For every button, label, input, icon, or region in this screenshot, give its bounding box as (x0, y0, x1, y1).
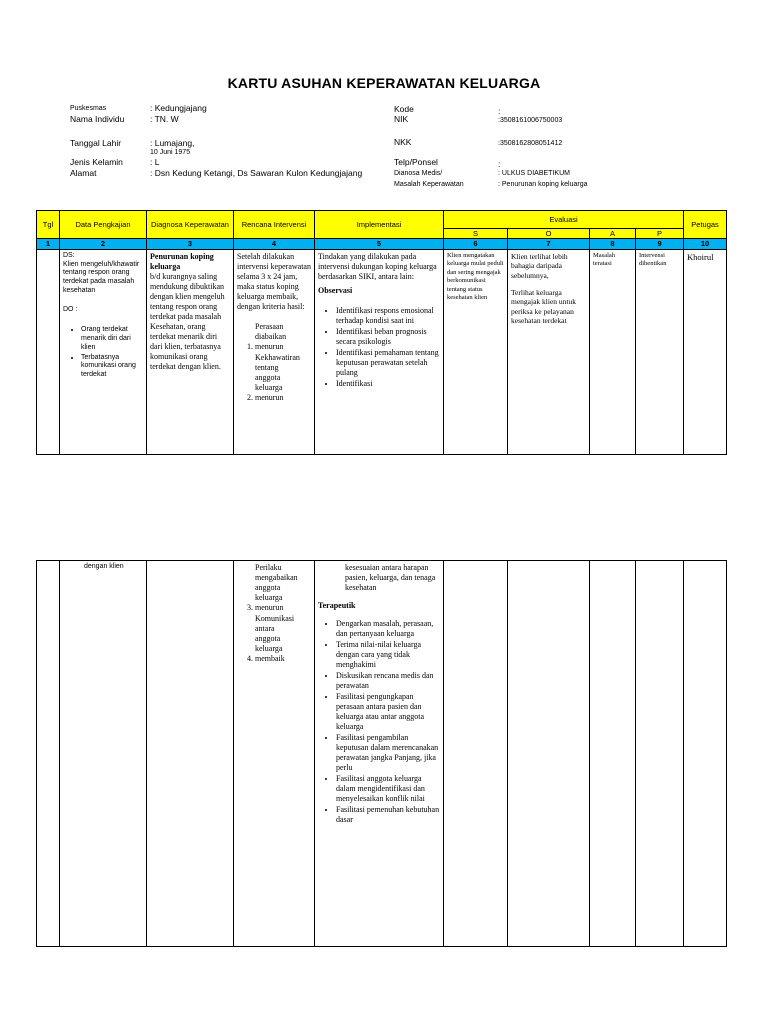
petugas-text: Khoirul (687, 251, 714, 262)
s-cell (444, 249, 508, 454)
rencana-cell (234, 249, 315, 454)
list-item: • Identifikasi (336, 379, 440, 389)
num-cell: 3 (147, 239, 234, 249)
do-list (63, 326, 143, 380)
o-cell (508, 561, 590, 947)
tgl-cell (37, 561, 60, 947)
jk-value: : L (150, 157, 160, 167)
header-tgl: Tgl (37, 211, 60, 239)
diagnosa-text: b/d kurangnya saling mendukung dibuktikan dengan klien mengeluh tentang respon orang terdekat pada masalah Kesehatan, orang terdekat menarik diri dari klien, terbatasnya komunikasi orang terdekat dengan klien. (150, 271, 225, 371)
rencana-cell (234, 561, 315, 947)
impl-heading: Observasi (318, 285, 353, 295)
rencana-text: Setelah dilakukan intervensi keperawatan selama 3 x 24 jam, maka status koping keluarga membaik, dengan kriteria hasil: (237, 251, 311, 311)
rencana-list (237, 563, 311, 664)
header-petugas: Petugas (684, 211, 727, 239)
tanggal-value: : Lumajang, (150, 138, 195, 148)
puskesmas-label: Puskesmas (70, 105, 107, 112)
list-item: • Identifikasi pemahaman tentang keputusan perawatan setelah pulang (336, 348, 440, 378)
a-cell (590, 249, 636, 454)
list-item: 1. Perasaan diabaikan menurun (255, 322, 311, 352)
num-cell: 10 (684, 239, 727, 249)
nkk-value: :3508162808051412 (498, 140, 563, 147)
ds-label: DS: (63, 251, 75, 259)
nik-label: NIK (394, 114, 409, 124)
tanggal-value-2: 10 Juni 1975 (150, 149, 191, 156)
list-item: • Fasilitasi pengambilan keputusan dalam merencanakan perawatan jangka Panjang, jika perlu (336, 733, 440, 773)
header-o: O (508, 229, 590, 239)
data-cell (60, 561, 147, 947)
tgl-cell (37, 249, 60, 454)
rencana-list (237, 322, 311, 403)
list-item: • Terbatasnya komunikasi orang terdekat (81, 354, 143, 380)
header-a: A (590, 229, 636, 239)
a-text: Masalah teratasi (593, 251, 616, 267)
kode-label: Kode (394, 104, 414, 114)
jk-label: Jenis Kelamin (70, 157, 123, 167)
s-cell (444, 561, 508, 947)
num-cell: 2 (60, 239, 147, 249)
num-cell: 6 (444, 239, 508, 249)
num-cell: 4 (234, 239, 315, 249)
data-cont: dengan klien (84, 563, 124, 570)
diagnosa-value: : ULKUS DIABETIKUM (498, 170, 570, 177)
header-p: P (636, 229, 684, 239)
care-table-1 (36, 210, 727, 455)
list-item: 3. Perilaku mengabaikan anggota keluarga menurun (255, 563, 311, 613)
list-item: • Fasilitasi pemenuhan kebutuhan dasar (336, 805, 440, 825)
petugas-cell (684, 561, 727, 947)
impl-list (318, 306, 440, 389)
table-row (37, 249, 727, 454)
p-cell (636, 249, 684, 454)
puskesmas-value: : Kedungjajang (150, 103, 207, 113)
list-item: • Dengarkan masalah, perasaan, dan pertanyaan keluarga (336, 619, 440, 639)
kode-value: : (498, 106, 501, 116)
implementasi-cell (315, 561, 444, 947)
header-rencana: Rencana Intervensi (234, 211, 315, 239)
list-item: • Fasilitasi pengungkapan perasaan antara pasien dan keluarga atau antar anggota keluarga (336, 692, 440, 732)
header-implementasi: Implementasi (315, 211, 444, 239)
list-item: • Fasilitasi anggota keluarga dalam mengidentifikasi dan menyelesaikan konflik nilai (336, 774, 440, 804)
o-text-1: Klien terlihat lebih bahagia daripada sebelumnya, (511, 251, 568, 280)
p-text: Intervensi dihentikan (639, 251, 667, 267)
telp-label: Telp/Ponsel (394, 157, 438, 167)
alamat-value: : Dsn Kedung Ketangi, Ds Sawaran Kulon Kedungjajang (150, 168, 363, 178)
tanggal-label: Tanggal Lahir (70, 138, 122, 148)
table-row (37, 561, 727, 947)
p-cell (636, 561, 684, 947)
num-cell: 7 (508, 239, 590, 249)
num-cell: 1 (37, 239, 60, 249)
number-row (37, 239, 727, 249)
nama-value: : TN. W (150, 114, 179, 124)
o-cell (508, 249, 590, 454)
impl-cont: kesesuaian antara harapan pasien, keluarga, dan tenaga kesehatan (345, 563, 436, 592)
header-evaluasi: Evaluasi (444, 211, 684, 229)
masalah-value: : Penurunan koping keluarga (498, 181, 588, 188)
diagnosa-label: Dianosa Medis/ (394, 170, 443, 177)
diagnosa-cell (147, 561, 234, 947)
num-cell: 5 (315, 239, 444, 249)
impl-text: Tindakan yang dilakukan pada intervensi dukungan koping keluarga berdasarkan SIKI, antara lain: (318, 251, 437, 281)
nama-label: Nama Individu (70, 114, 125, 124)
implementasi-cell (315, 249, 444, 454)
nik-value: :3508161006750003 (498, 117, 563, 124)
masalah-label: Masalah Keperawatan (394, 181, 464, 188)
o-text-2: Terlihat keluarga mengajak klien untuk periksa ke pelayanan kesehatan terdekat (511, 287, 576, 325)
header-s: S (444, 229, 508, 239)
a-cell (590, 561, 636, 947)
diagnosa-cell (147, 249, 234, 454)
list-item: • Orang terdekat menarik diri dari klien (81, 326, 143, 352)
do-label: DO : (63, 305, 78, 313)
list-item: 4. Komunikasi antara anggota keluarga membaik (255, 614, 311, 664)
num-cell: 9 (636, 239, 684, 249)
ds-text: Klien mengeluh/khawatir tentang respon orang terdekat pada masalah kesehatan (63, 260, 140, 294)
header-diagnosa: Diagnosa Keperawatan (147, 211, 234, 239)
page-title: KARTU ASUHAN KEPERAWATAN KELUARGA (227, 75, 541, 91)
s-text: Klien mengatakan keluarga mulai peduli dan sering mengajak berkomunikasi tentang status kesehatan klien (447, 251, 504, 301)
list-item: • Identifikasi respons emosional terhadap kondisi saat ini (336, 306, 440, 326)
impl-heading: Terapeutik (318, 601, 356, 610)
care-table-2 (36, 560, 727, 947)
diagnosa-title: Penurunan koping keluarga (150, 251, 214, 271)
list-item: • Identifikasi beban prognosis secara psikologis (336, 327, 440, 347)
telp-value: : (498, 159, 501, 169)
nkk-label: NKK (394, 137, 412, 147)
list-item: 2. Kekhawatiran tentang anggota keluarga menurun (255, 353, 311, 403)
list-item: • Diskusikan rencana medis dan perawatan (336, 671, 440, 691)
alamat-label: Alamat (70, 168, 97, 178)
petugas-cell (684, 249, 727, 454)
list-item: • Terima nilai-nilai keluarga dengan cara yang tidak menghakimi (336, 640, 440, 670)
data-cell (60, 249, 147, 454)
impl-list (318, 619, 440, 825)
num-cell: 8 (590, 239, 636, 249)
header-data: Data Pengkajian (60, 211, 147, 239)
